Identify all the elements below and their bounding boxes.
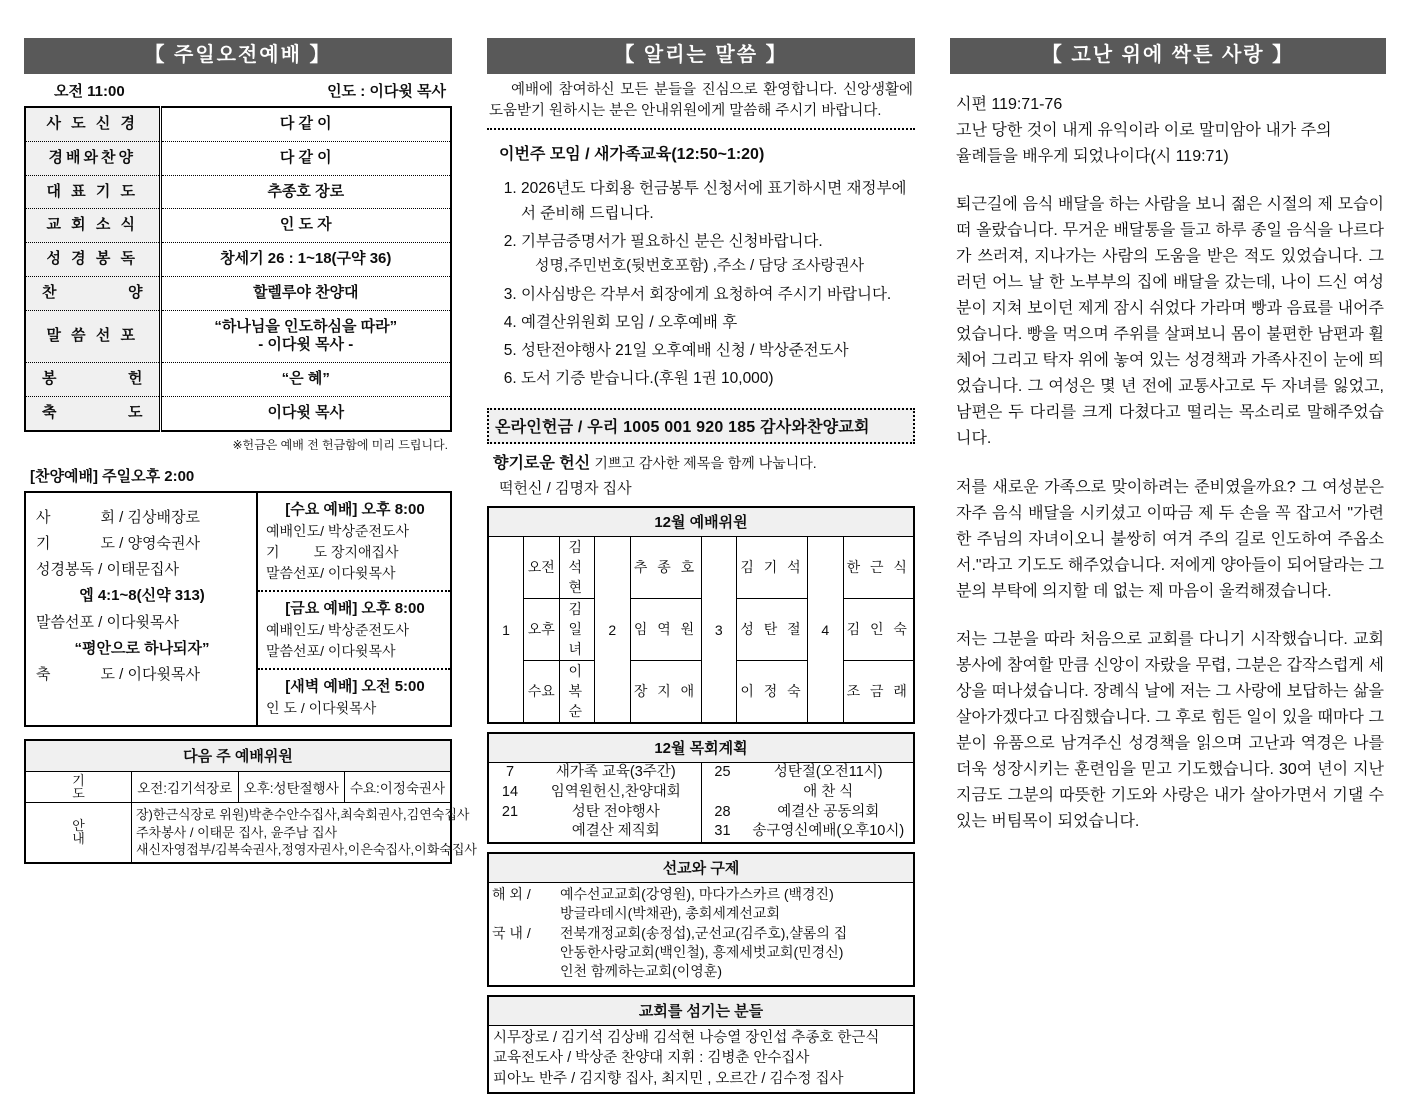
service-leader: 인도 : 이다윗 목사 <box>327 83 446 100</box>
notice-list <box>487 176 915 394</box>
praise-line: 성경봉독 / 이태문집사 <box>36 561 179 578</box>
order-of-worship-table <box>24 106 452 432</box>
order-value: 창세기 26 : 1~18(구약 36) <box>160 243 451 277</box>
section-title-devotional: 【 고난 위에 싹튼 사랑 】 <box>950 38 1386 74</box>
prayer-label-char2: 도 <box>72 785 85 801</box>
weekday-service-line: 말씀선포/ 이다윗목사 <box>266 642 396 659</box>
mission-region <box>492 962 560 981</box>
praise-center-line: “평안으로 하나되자” <box>74 639 210 657</box>
committee-group-number <box>488 661 524 724</box>
mission-entries: 안동한사랑교회(백인철), 흥제세벗교회(민경신) <box>560 943 844 960</box>
prayer-afternoon: 오후:성탄절행사 <box>238 771 345 803</box>
table-row <box>25 276 451 310</box>
mission-region <box>492 904 560 923</box>
list-item <box>521 176 913 229</box>
committee-group-number <box>595 537 631 599</box>
list-item <box>521 229 913 281</box>
prayer-wednesday: 수요:이정숙권사 <box>345 771 452 803</box>
guide-cell <box>132 803 477 863</box>
praise-service-title: [찬양예배] 주일오후 2:00 <box>30 467 195 485</box>
order-label: 축 도 <box>25 396 160 430</box>
notice-text: 2026년도 다회용 헌금봉투 신청서에 표기하시면 재정부에서 준비해 드립니다. <box>521 180 907 223</box>
notice-text: 성탄전야행사 21일 오후예배 신청 / 박상준전도사 <box>521 341 849 359</box>
order-value: 추종호 장로 <box>160 175 451 209</box>
weekday-service-line: 예배인도/ 박상준전도사 <box>266 621 410 638</box>
plan-event: 애 찬 식 <box>803 783 854 800</box>
mission-relief-table <box>487 852 915 987</box>
fragrant-desc: 기쁘고 감사한 제목을 함께 나눕니다. <box>594 455 817 472</box>
plan-event: 새가족 교육(3주간) <box>555 764 676 781</box>
order-value: “은 혜” <box>160 363 451 397</box>
committee-group-number: 3 <box>714 621 723 638</box>
order-value: 이다윗 목사 <box>267 403 345 421</box>
plan-day: 14 <box>501 783 519 800</box>
committee-member-name: 임 역 원 <box>630 599 701 661</box>
committee-member-name: 이 정 숙 <box>737 661 808 724</box>
list-item <box>521 366 913 394</box>
fragrant-devotion-row <box>487 444 915 475</box>
december-committee-title: 12월 예배위원 <box>488 507 914 537</box>
offering-note: ※헌금은 예배 전 헌금함에 미리 드립니다. <box>232 437 448 452</box>
weekly-meeting: 이번주 모임 / 새가족교육(12:50~1:20) <box>499 146 765 164</box>
committee-group-number: 1 <box>502 621 510 638</box>
next-week-title: 다음 주 예배위원 <box>25 740 451 772</box>
servants-line-2: 교육전도사 / 박상준 찬양대 지휘 : 김병춘 안수집사 <box>493 1050 810 1067</box>
column-devotional <box>950 0 1386 992</box>
plan-day: 31 <box>714 823 731 840</box>
mission-entries: 전북개정교회(송정섭),군선교(김주호),샬롬의 집 <box>560 924 848 941</box>
table-row <box>25 243 451 277</box>
devotional-paragraph: 저는 그분을 따라 처음으로 교회를 다니기 시작했습니다. 교회 봉사에 참여할 만큼 신앙이 자랐을 무렵, 그분은 갑작스럽게 세상을 떠나셨습니다. 장례식 날에 저는 그 사랑에 보답하는 삶을 살아가겠다고 다짐했습니다. 그 후로 힘든 일이 있을 때마다 그분이 유품으로 남겨주신 성경책을 읽으며 고난과 역경은 나를 더욱 성장시키는 훈련임을 믿고 기도했습니다. 30여 년이 지난 지금도 그분의 따뜻한 기도와 사랑은 내가 살아가면서 기댈 수 있는 버팀목이 되었습니다. <box>956 630 1384 831</box>
plan-row <box>489 822 701 842</box>
mission-title: 선교와 구제 <box>488 853 914 883</box>
prayer-morning: 오전:김기석장로 <box>132 771 239 803</box>
order-value: 인 도 자 <box>160 209 451 243</box>
table-row <box>25 310 451 363</box>
plan-event: 예결산 제직회 <box>571 823 660 840</box>
weekday-service-heading: [새벽 예배] 오전 5:00 <box>285 677 425 695</box>
mission-entries: 인천 함께하는교회(이영훈) <box>560 963 722 980</box>
notice-subtext: 성명,주민번호(뒷번호포함) ,주소 / 담당 조사랑권사 <box>535 257 864 275</box>
scripture-line-2: 율례들을 배우게 되었나이다(시 119:71) <box>956 147 1229 165</box>
fragrant-label: 향기로운 헌신 <box>493 455 591 473</box>
table-row <box>25 175 451 209</box>
praise-line: 사 회 / 김상배장로 <box>36 508 200 526</box>
table-row <box>488 537 914 599</box>
committee-group-number <box>595 661 631 724</box>
order-value: 다 같 이 <box>160 141 451 175</box>
notice-text: 기부금증명서가 필요하신 분은 신청바랍니다. <box>521 233 823 251</box>
committee-member-name: 김 인 숙 <box>843 599 914 661</box>
service-time-row <box>24 74 452 106</box>
table-row <box>25 363 451 397</box>
plan-event: 성탄절(오전11시) <box>773 764 883 781</box>
next-week-committee-table <box>24 739 477 864</box>
committee-group-number <box>808 661 844 724</box>
welcome-text: 예배에 참여하신 모든 분들을 진심으로 환영합니다. 신앙생활에 도움받기 원하시는 분은 안내위원에게 말씀해 주시기 바랍니다. <box>487 74 915 130</box>
mission-entries: 방글라데시(박채관), 총회세계선교회 <box>560 905 780 922</box>
notice-text: 예결산위원회 모임 / 오후예배 후 <box>521 313 738 331</box>
mission-region: 해 외 / <box>492 885 531 902</box>
guide-line-1: 장)한근식장로 위원)박춘수안수집사,최숙회권사,김연숙집사 <box>136 807 470 822</box>
order-label: 대 표 기 도 <box>25 175 160 209</box>
plan-event: 송구영신예배(오후10시) <box>752 823 905 840</box>
order-value: 할렐루야 찬양대 <box>160 276 451 310</box>
december-plan-title: 12월 목회계획 <box>488 733 914 763</box>
committee-member-name: 조 금 래 <box>843 661 914 724</box>
committee-member-name: 추 종 호 <box>630 537 701 599</box>
plan-day: 28 <box>714 803 731 820</box>
mission-row <box>492 962 910 981</box>
order-label: 봉 헌 <box>25 363 160 397</box>
weekday-service-heading: [금요 예배] 오후 8:00 <box>285 599 425 617</box>
committee-member-name: 성 탄 절 <box>737 599 808 661</box>
list-item <box>521 310 913 338</box>
plan-row <box>702 822 914 842</box>
table-row <box>488 661 914 724</box>
order-label: 찬 양 <box>25 276 160 310</box>
praise-service-left <box>26 493 258 725</box>
mission-region <box>492 943 560 962</box>
guide-label-char1: 안 <box>72 818 85 834</box>
prayer-label-char1: 기 <box>72 772 85 788</box>
guide-label-char2: 내 <box>72 831 85 847</box>
weekday-service-heading: [수요 예배] 오후 8:00 <box>285 500 425 518</box>
table-row <box>25 771 451 803</box>
guide-line-2: 주차봉사 / 이태문 집사, 윤주남 집사 <box>136 824 338 840</box>
order-label: 교 회 소 식 <box>25 209 160 243</box>
mission-row <box>492 943 910 962</box>
order-value: “하나님을 인도하심을 따라” - 이다윗 목사 - <box>160 310 451 363</box>
plan-day <box>489 822 531 842</box>
section-title-morning-service: 【 주일오전예배 】 <box>24 38 452 74</box>
table-row <box>25 107 451 141</box>
plan-second-half <box>701 763 914 842</box>
column-announcements <box>487 0 915 1087</box>
service-time: 오전 11:00 <box>54 83 125 100</box>
plan-day: 21 <box>501 803 519 820</box>
committee-slot-label: 수요 <box>524 661 560 724</box>
list-item <box>521 338 913 366</box>
plan-day <box>702 783 744 803</box>
servants-line-3: 피아노 반주 / 김지향 집사, 최지민 , 오르간 / 김수정 집사 <box>493 1070 844 1087</box>
december-committee-table <box>487 506 915 724</box>
praise-center-line: 엡 4:1~8(신약 313) <box>79 587 205 605</box>
order-label: 말 씀 선 포 <box>25 310 160 363</box>
order-label: 성 경 봉 독 <box>25 243 160 277</box>
weekday-service-line: 기 도 장지애집사 <box>266 543 399 560</box>
committee-group-number <box>701 537 737 599</box>
weekday-service-block <box>258 668 450 725</box>
guide-label <box>25 803 132 863</box>
plan-row <box>489 803 701 823</box>
plan-row <box>702 763 914 783</box>
plan-first-half <box>489 763 701 842</box>
devotional-paragraph: 퇴근길에 음식 배달을 하는 사람을 보니 젊은 시절의 제 모습이 떠 올랐습니다. 무거운 배달통을 들고 하루 종일 음식을 나르다가 쓰러져, 지나가는 사람의 도움을 받은 적도 있었습니다. 그러던 어느 날 한 노부부의 집에 배달을 갔는데, 나이 드신 여성분이 지쳐 보이던 제게 잠시 쉬었다 가라며 빵과 음료를 내어주었습니다. 빵을 먹으며 주위를 살펴보니 몸이 불편한 남편과 휠체어 그리고 탁자 위에 놓여 있는 성경책과 가족사진이 눈에 띄었습니다. 그 여성은 몇 년 전에 교통사고로 두 자녀를 잃었고, 남편은 두 다리를 크게 다쳤다고 떨리는 목소리로 말해주었습니다. <box>956 195 1384 448</box>
mission-entries: 예수선교교회(강영원), 마다가스카르 (백경진) <box>560 885 834 902</box>
plan-event: 임역원헌신,찬양대회 <box>550 783 681 800</box>
committee-group-number <box>701 661 737 724</box>
december-plan-table <box>487 732 915 844</box>
praise-line: 축 도 / 이다윗목사 <box>36 666 200 683</box>
mission-row <box>492 885 910 904</box>
online-offering-box: 온라인헌금 / 우리 1005 001 920 185 감사와찬양교회 <box>487 408 915 444</box>
mission-row <box>492 904 910 923</box>
table-row <box>25 396 451 430</box>
servants-line-1: 시무장로 / 김기석 김상배 김석현 나승열 장인섭 추종호 한근식 <box>493 1029 880 1046</box>
praise-line: 말씀선포 / 이다윗목사 <box>36 613 179 631</box>
weekday-service-block <box>258 493 450 590</box>
mission-row <box>492 924 910 943</box>
plan-row <box>489 783 701 803</box>
notice-text: 도서 기증 받습니다.(후원 1권 10,000) <box>521 369 774 387</box>
weekday-service-line: 인 도 / 이다윗목사 <box>266 699 377 716</box>
weekday-services <box>258 493 450 725</box>
plan-event: 성탄 전야행사 <box>571 803 660 820</box>
section-title-announcements: 【 알리는 말씀 】 <box>487 38 915 74</box>
church-servants-table <box>487 995 915 1094</box>
table-row <box>25 141 451 175</box>
committee-member-name: 장 지 애 <box>630 661 701 724</box>
praise-line: 기 도 / 양영숙권사 <box>36 534 200 552</box>
prayer-label <box>25 771 132 803</box>
mission-region: 국 내 / <box>492 924 531 941</box>
committee-group-number <box>488 537 524 599</box>
committee-member-name: 김 일 녀 <box>559 599 595 661</box>
mission-body <box>489 883 913 985</box>
weekday-service-line: 예배인도/ 박상준전도사 <box>266 522 410 539</box>
plan-event: 예결산 공동의회 <box>777 803 880 820</box>
list-item <box>521 282 913 310</box>
table-row <box>488 599 914 661</box>
plan-row <box>702 803 914 823</box>
scripture-block <box>950 74 1386 170</box>
devotional-body <box>950 192 1386 836</box>
order-value: 다 같 이 <box>160 107 451 141</box>
plan-day: 7 <box>505 764 515 781</box>
servants-body <box>489 1026 913 1093</box>
devotional-paragraph: 저를 새로운 가족으로 맞이하려는 준비였을까요? 그 여성분은 자주 음식 배달을 시키셨고 이따금 제 두 손을 꼭 잡고서 "가련한 주님의 자녀이오니 불쌍히 여겨 주의 길로 인도하여 주옵소서."라고 기도도 해주었습니다. 저에게 양아들이 되어달라는 그분의 부탁에 의지할 데 없는 제 마음이 울컥해졌습니다. <box>956 478 1384 600</box>
order-label: 경배와찬양 <box>25 141 160 175</box>
committee-slot-label: 오전 <box>524 537 560 599</box>
table-row <box>25 803 451 863</box>
committee-group-number <box>808 537 844 599</box>
plan-day: 25 <box>714 764 731 781</box>
committee-member-name: 이 복 순 <box>559 661 595 724</box>
plan-row <box>702 783 914 803</box>
committee-group-number: 4 <box>821 621 830 638</box>
december-plan-body <box>489 763 913 842</box>
weekday-service-block <box>258 590 450 668</box>
guide-line-3: 새신자영접부/김복숙권사,정영자권사,이은숙집사,이화숙집사 <box>136 842 477 858</box>
notice-text: 이사심방은 각부서 회장에게 요청하여 주시기 바랍니다. <box>521 285 892 303</box>
servants-title: 교회를 섬기는 분들 <box>488 996 914 1026</box>
committee-member-name: 김 석 현 <box>559 537 595 599</box>
praise-service-box <box>24 491 452 727</box>
order-label: 사 도 신 경 <box>25 107 160 141</box>
table-row <box>25 209 451 243</box>
committee-group-number: 2 <box>608 621 617 638</box>
column-worship-order <box>24 0 477 992</box>
weekday-service-line: 말씀선포/ 이다윗목사 <box>266 564 396 581</box>
committee-member-name: 김 기 석 <box>737 537 808 599</box>
scripture-line-1: 고난 당한 것이 내게 유익이라 이로 말미암아 내가 주의 <box>956 121 1332 139</box>
scripture-reference: 시편 119:71-76 <box>956 96 1063 113</box>
committee-member-name: 한 근 식 <box>843 537 914 599</box>
rice-cake-offering: 떡헌신 / 김명자 집사 <box>499 480 632 498</box>
committee-slot-label: 오후 <box>524 599 560 661</box>
plan-row <box>489 763 701 783</box>
